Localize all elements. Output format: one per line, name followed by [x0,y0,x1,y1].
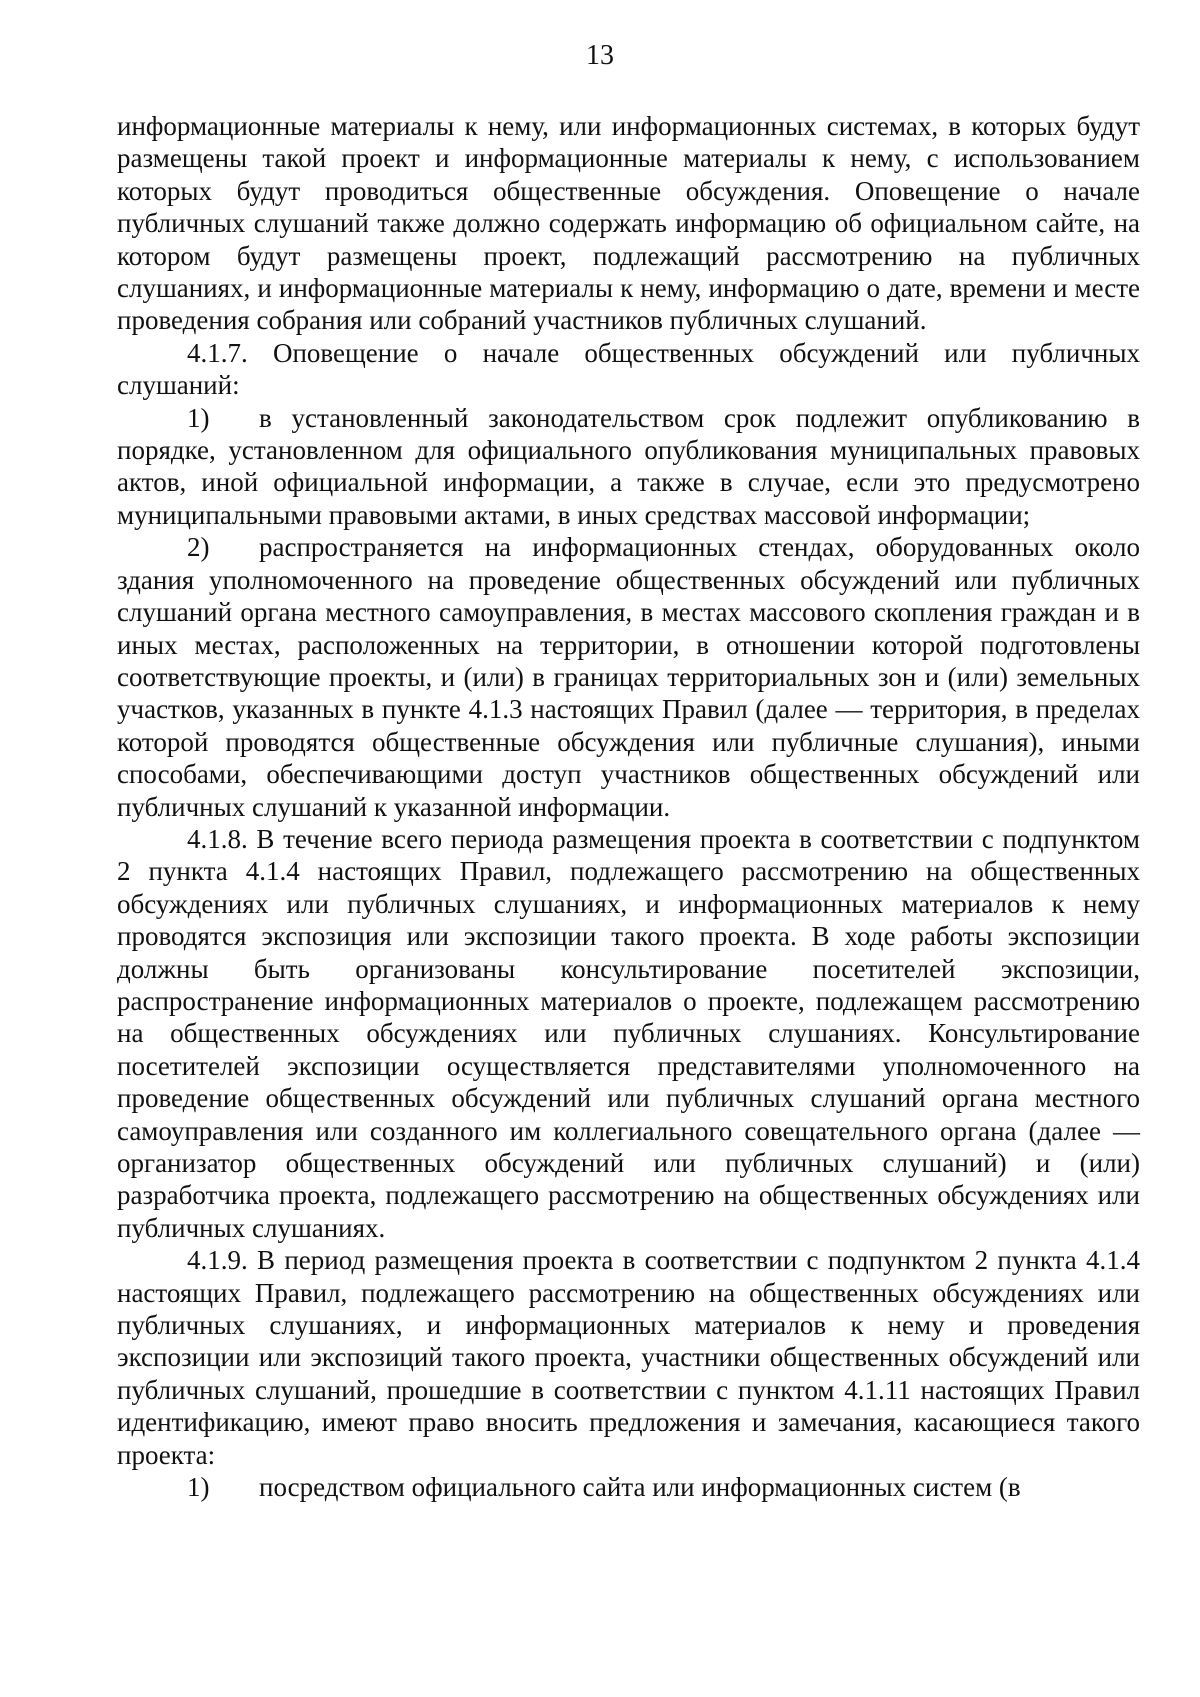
list-item-text: в установленный законодательством срок подлежит опубликованию в порядке, установленном для официального опубликования муниципальных правовых актов, иной официальной информации, а также в случае, если это предусмотрено муниципальными правовыми актами, в иных средствах массовой информации; [117,402,1140,530]
page-number: 13 [586,40,614,71]
list-number: 1) [187,1472,210,1503]
list-item-1 [117,402,1140,532]
list-item-text: посредством официального сайта или информационных систем (в [259,1472,1021,1503]
paragraph-continuation: информационные материалы к нему, или информационных системах, в которых будут размещены такой проект и информационные материалы к нему, с использованием которых будут проводиться общественные обсуждения. Оповещение о начале публичных слушаний также должно содержать информацию об официальном сайте, на котором будут размещены проект, подлежащий рассмотрению на публичных слушаниях, и информационные материалы к нему, информацию о дате, времени и месте проведения собрания или собраний участников публичных слушаний. [117,111,1140,336]
list-item-text: распространяется на информационных стендах, оборудованных около здания уполномоченного на проведение общественных обсуждений или публичных слушаний органа местного самоуправления, в местах массового скопления граждан и в иных местах, расположенных на территории, в отношении которой подготовлены соответствующие проекты, и (или) в границах территориальных зон и (или) земельных участков, указанных в пункте 4.1.3 настоящих Правил (далее — территория, в пределах которой проводятся общественные обсуждения или публичные слушания), иными способами, обеспечивающими доступ участников общественных обсуждений или публичных слушаний к указанной информации. [117,532,1140,822]
list-number: 2) [187,532,210,563]
document-body [117,110,1140,1503]
clause-4-1-9: 4.1.9. В период размещения проекта в соответствии с подпунктом 2 пункта 4.1.4 настоящих Правил, подлежащего рассмотрению на общественных обсуждениях или публичных слушаниях, и информационных материалов к нему и проведения экспозиции или экспозиций такого проекта, участники общественных обсуждений или публичных слушаний, прошедшие в соответствии с пунктом 4.1.11 настоящих Правил идентификацию, имеют право вносить предложения и замечания, касающиеся такого проекта: [117,1245,1140,1470]
clause-4-1-8: 4.1.8. В течение всего периода размещения проекта в соответствии с подпунктом 2 пункта 4.1.4 настоящих Правил, подлежащего рассмотрению на общественных обсуждениях или публичных слушаниях, и информационных материалов к нему проводятся экспозиция или экспозиции такого проекта. В ходе работы экспозиции должны быть организованы консультирование посетителей экспозиции, распространение информационных материалов о проекте, подлежащем рассмотрению на общественных обсуждениях или публичных слушаниях. Консультирование посетителей экспозиции осуществляется представителями уполномоченного на проведение общественных обсуждений или публичных слушаний органа местного самоуправления или созданного им коллегиального совещательного органа (далее — организатор общественных обсуждений или публичных слушаний) и (или) разработчика проекта, подлежащего рассмотрению на общественных обсуждениях или публичных слушаниях. [117,823,1140,1243]
list-item-1-last [117,1471,1140,1503]
list-item-2 [117,531,1140,823]
clause-4-1-7: 4.1.7. Оповещение о начале общественных обсуждений или публичных слушаний: [117,337,1140,401]
list-number: 1) [187,402,210,433]
